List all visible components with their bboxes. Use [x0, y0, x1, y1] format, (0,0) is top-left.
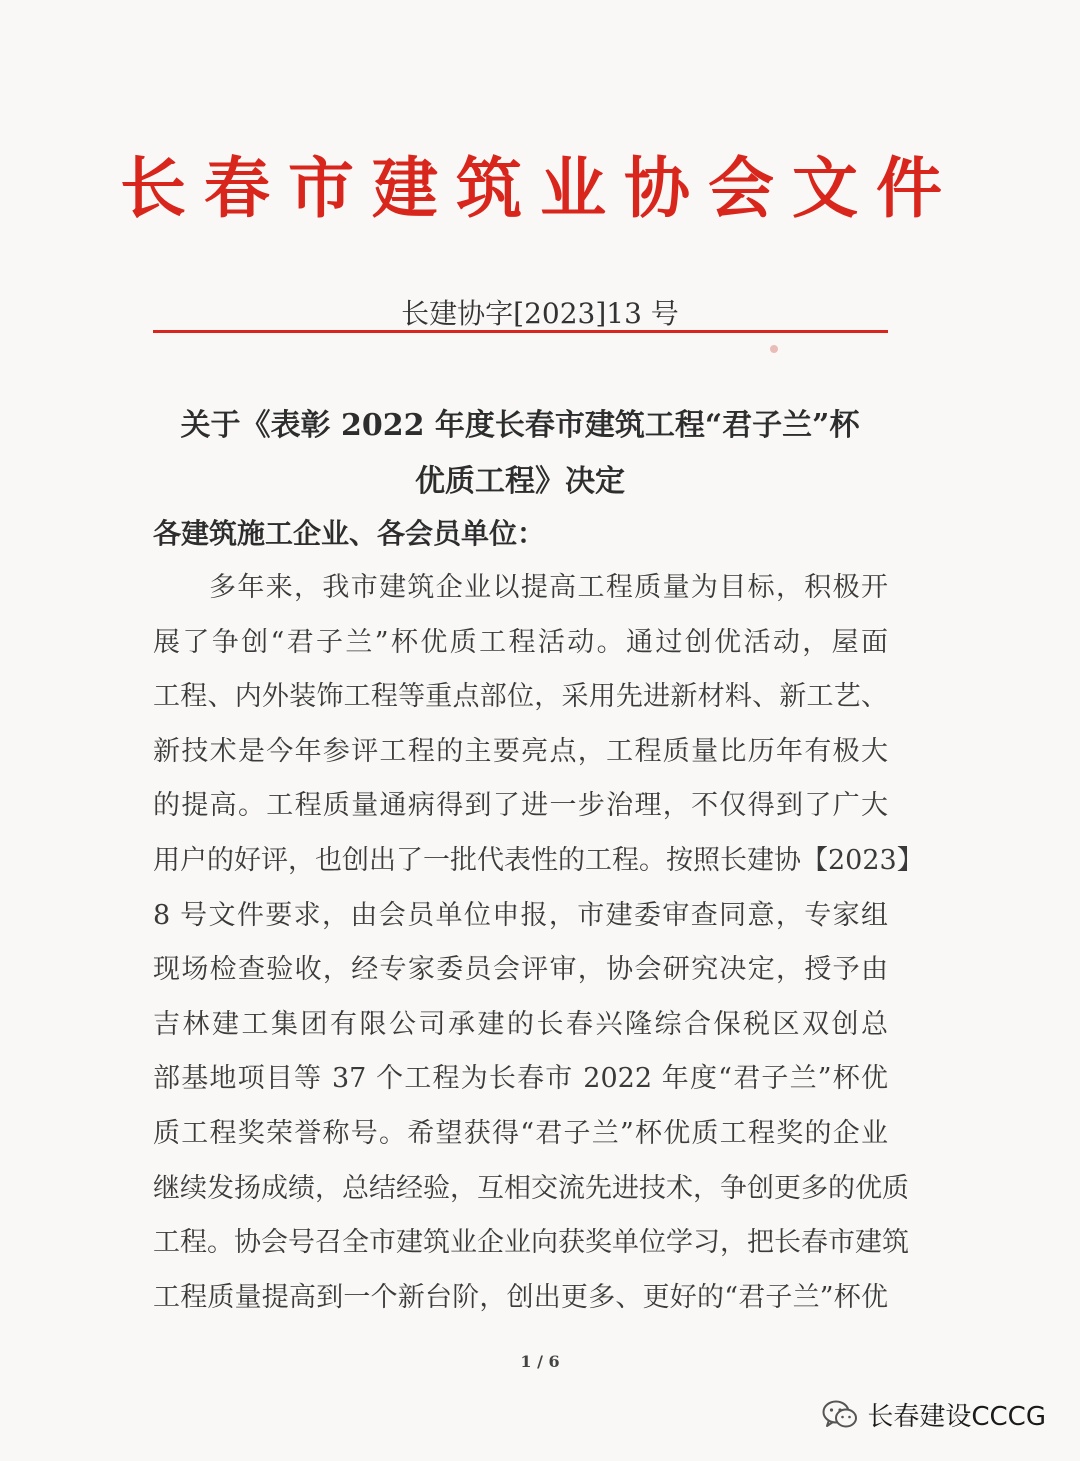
header-divider-line — [153, 330, 888, 333]
salutation: 各建筑施工企业、各会员单位： — [153, 517, 546, 550]
watermark-text: 长春建设CCCG — [867, 1402, 1046, 1432]
account-watermark — [821, 1396, 1046, 1433]
subject-line-2: 优质工程》决定 — [415, 464, 625, 499]
subject-line-1: 关于《表彰 2022 年度长春市建筑工程“君子兰”杯 — [180, 408, 860, 443]
document-subject — [140, 398, 900, 510]
ink-speck — [770, 345, 778, 353]
document-number: 长建协字[2023]13 号 — [401, 297, 679, 330]
body-line: 展了争创“君子兰”杯优质工程活动。通过创优活动，屋面 — [153, 626, 888, 658]
page-number: 1 / 6 — [520, 1352, 560, 1371]
body-line: 现场检查验收，经专家委员会评审，协会研究决定，授予由 — [153, 954, 888, 986]
body-line: 用户的好评，也创出了一批代表性的工程。按照长建协【2023】 — [153, 844, 924, 876]
document-header-title: 长春市建筑业协会文件 — [120, 150, 960, 227]
body-line: 吉林建工集团有限公司承建的长春兴隆综合保税区双创总 — [153, 1008, 888, 1040]
body-line: 工程、内外装饰工程等重点部位，采用先进新材料、新工艺、 — [153, 681, 888, 713]
document-body — [153, 565, 924, 1329]
wechat-icon — [821, 1399, 859, 1431]
body-line: 部基地项目等 37 个工程为长春市 2022 年度“君子兰”杯优 — [153, 1063, 888, 1095]
body-line: 工程。协会号召全市建筑业企业向获奖单位学习，把长春市建筑 — [153, 1227, 909, 1259]
body-line: 多年来，我市建筑企业以提高工程质量为目标，积极开 — [209, 572, 888, 603]
body-line: 的提高。工程质量通病得到了进一步治理，不仅得到了广大 — [153, 790, 888, 822]
body-line: 工程质量提高到一个新台阶，创出更多、更好的“君子兰”杯优 — [153, 1281, 888, 1313]
body-line: 质工程奖荣誉称号。希望获得“君子兰”杯优质工程奖的企业 — [153, 1117, 888, 1149]
body-line: 新技术是今年参评工程的主要亮点，工程质量比历年有极大 — [153, 735, 888, 767]
body-line: 继续发扬成绩，总结经验，互相交流先进技术，争创更多的优质 — [153, 1172, 909, 1204]
body-line: 8 号文件要求，由会员单位申报，市建委审查同意，专家组 — [153, 899, 888, 931]
